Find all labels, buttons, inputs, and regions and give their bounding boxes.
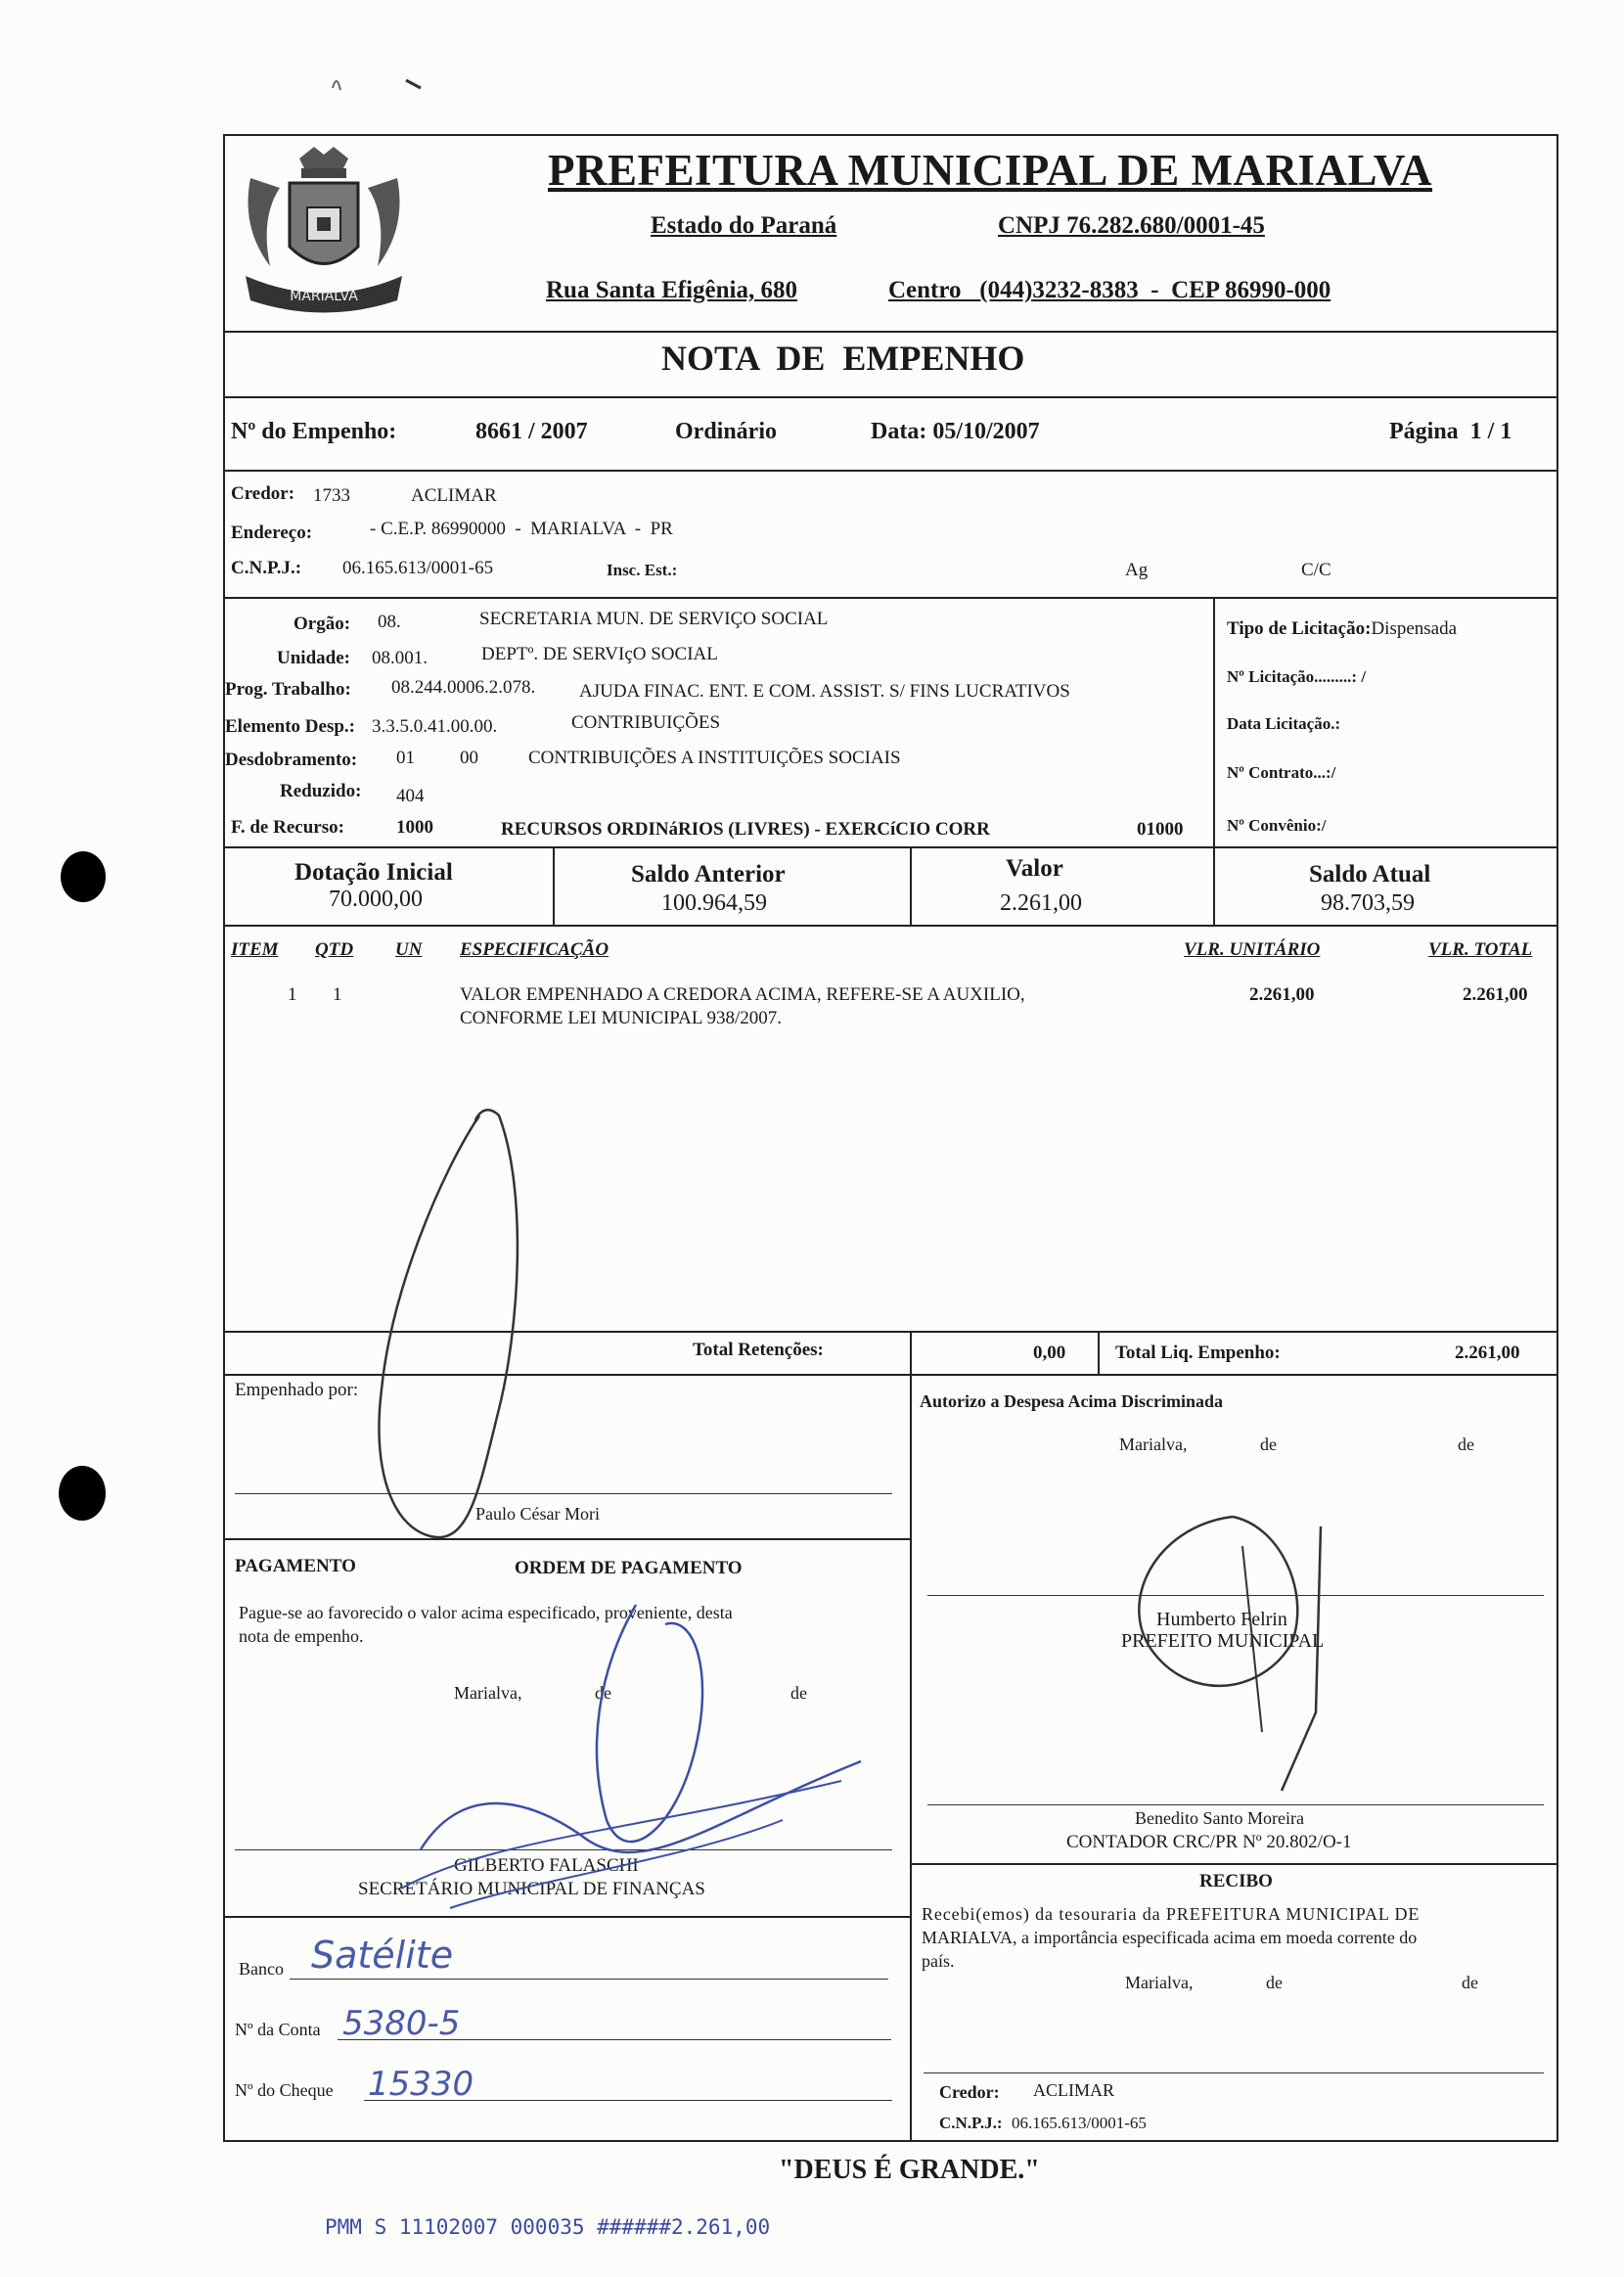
scan-mark: [323, 68, 440, 108]
cheque-value: 15330: [368, 2065, 474, 2104]
item-unit-value: 2.261,00: [1249, 984, 1315, 1005]
unidade-desc: DEPTº. DE SERVIçO SOCIAL: [481, 644, 718, 664]
pagamento-text-line2: nota de empenho.: [239, 1626, 364, 1646]
col-un: UN: [395, 939, 423, 960]
credor-cnpj: 06.165.613/0001-65: [342, 558, 494, 578]
pagamento-place: Marialva,: [454, 1683, 522, 1703]
banco-label: Banco: [239, 1959, 284, 1979]
recibo-cnpj-label: C.N.P.J.:: [939, 2114, 1003, 2132]
recurso-label: F. de Recurso:: [231, 817, 344, 838]
coat-of-arms-logo: [231, 139, 417, 335]
orgao-label: Orgão:: [293, 614, 351, 634]
autorizo-label: Autorizo a Despesa Acima Discriminada: [920, 1391, 1223, 1411]
autorizo-de1: de: [1260, 1435, 1277, 1454]
data-licitacao: Data Licitação.:: [1227, 714, 1341, 733]
insc-est-label: Insc. Est.:: [607, 561, 678, 579]
municipality-title: PREFEITURA MUNICIPAL DE MARIALVA: [548, 146, 1433, 195]
state-name: Estado do Paraná: [651, 212, 837, 239]
desdobramento-a: 01: [396, 748, 415, 768]
document-title: NOTA DE EMPENHO: [661, 339, 1025, 378]
autorizo-place: Marialva,: [1119, 1435, 1188, 1454]
valor-value: 2.261,00: [1000, 890, 1082, 916]
conta-label: Nº da Conta: [235, 2020, 321, 2039]
col-qtd: QTD: [315, 939, 354, 960]
numero-contrato: Nº Contrato...:/: [1227, 763, 1336, 782]
cheque-label: Nº do Cheque: [235, 2080, 334, 2100]
pagamento-label: PAGAMENTO: [235, 1556, 356, 1576]
conta-value: 5380-5: [342, 2004, 461, 2043]
total-liquido-label: Total Liq. Empenho:: [1115, 1343, 1281, 1363]
tipo-licitacao-label: Tipo de Licitação:Dispensada: [1227, 618, 1458, 639]
col-vlr-total: VLR. TOTAL: [1428, 939, 1533, 960]
item-spec-line2: CONFORME LEI MUNICIPAL 938/2007.: [460, 1008, 783, 1028]
header-address: Rua Santa Efigênia, 680: [546, 277, 797, 303]
empenhado-por-label: Empenhado por:: [235, 1380, 359, 1400]
prefeito-name: Humberto Felrin: [1156, 1609, 1287, 1630]
prefeito-title: PREFEITO MUNICIPAL: [1121, 1630, 1325, 1652]
col-especificacao: ESPECIFICAÇÃO: [460, 939, 609, 960]
recibo-text-line2: MARIALVA, a importância especificada acima em moeda corrente do: [922, 1928, 1418, 1947]
recibo-de2: de: [1462, 1973, 1478, 1992]
col-vlr-unitario: VLR. UNITÁRIO: [1184, 939, 1321, 960]
svg-text:MARIALVA: MARIALVA: [290, 289, 358, 304]
endereco-label: Endereço:: [231, 523, 313, 543]
unidade-code: 08.001.: [372, 648, 428, 668]
dotacao-inicial-label: Dotação Inicial: [294, 859, 453, 886]
pagamento-text-line1: Pague-se ao favorecido o valor acima especificado, proveniente, desta: [239, 1603, 733, 1622]
col-item: ITEM: [231, 939, 279, 960]
punch-hole: [61, 851, 106, 902]
recibo-credor-label: Credor:: [939, 2082, 1000, 2102]
item-spec-line1: VALOR EMPENHADO A CREDORA ACIMA, REFERE-SE A AUXILIO,: [460, 984, 1025, 1005]
recibo-de1: de: [1266, 1973, 1283, 1992]
desdobramento-label: Desdobramento:: [225, 750, 358, 770]
recibo-place: Marialva,: [1125, 1973, 1194, 1992]
credor-address: - C.E.P. 86990000 - MARIALVA - PR: [370, 519, 673, 539]
dotacao-inicial-value: 70.000,00: [329, 887, 423, 912]
saldo-atual-value: 98.703,59: [1321, 890, 1415, 916]
page-number: Página 1 / 1: [1389, 419, 1512, 444]
tipo-licitacao-value: Dispensada: [1371, 618, 1458, 639]
recurso-fonte: 01000: [1137, 819, 1184, 840]
footer-motto: "DEUS É GRANDE.": [779, 2155, 1040, 2185]
total-retencoes-value: 0,00: [1033, 1343, 1066, 1363]
signature-secretario: [391, 1595, 880, 1928]
elemento-code: 3.3.5.0.41.00.00.: [372, 716, 498, 737]
pagamento-de2: de: [790, 1683, 807, 1703]
orgao-code: 08.: [378, 612, 401, 632]
numero-licitacao: Nº Licitação.........: /: [1227, 667, 1367, 686]
saldo-anterior-label: Saldo Anterior: [631, 861, 786, 888]
banco-value: Satélite: [311, 1934, 454, 1977]
prog-trabalho-label: Prog. Trabalho:: [225, 679, 351, 700]
total-retencoes-label: Total Retenções:: [693, 1340, 824, 1360]
agencia-label: Ag: [1125, 560, 1149, 580]
total-liquido-value: 2.261,00: [1455, 1343, 1520, 1363]
contador-title: CONTADOR CRC/PR Nº 20.802/O-1: [1066, 1832, 1352, 1852]
reduzido-label: Reduzido:: [280, 781, 362, 801]
desdobramento-desc: CONTRIBUIÇÕES A INSTITUIÇÕES SOCIAIS: [528, 748, 901, 768]
elemento-desc: CONTRIBUIÇÕES: [571, 712, 721, 733]
item-total-value: 2.261,00: [1463, 984, 1528, 1005]
numero-convenio: Nº Convênio:/: [1227, 816, 1327, 835]
contador-name: Benedito Santo Moreira: [1135, 1808, 1304, 1828]
empenhado-por-name: Paulo César Mori: [475, 1504, 600, 1524]
footer-stamp: PMM S 11102007 000035 ######2.261,00: [325, 2215, 771, 2239]
signature-paulo: [333, 1096, 597, 1566]
secretario-name: GILBERTO FALASCHI: [454, 1855, 639, 1876]
conta-corrente-label: C/C: [1301, 560, 1331, 580]
pagamento-de1: de: [595, 1683, 611, 1703]
recurso-desc: RECURSOS ORDINáRIOS (LIVRES) - EXERCíCIO CORR: [501, 819, 990, 840]
unidade-label: Unidade:: [277, 648, 350, 668]
recibo-text-line1: Recebi(emos) da tesouraria da PREFEITURA MUNICIPAL DE: [922, 1904, 1421, 1924]
empenho-number: 8661 / 2007: [475, 419, 588, 444]
header-contact: Centro (044)3232-8383 - CEP 86990-000: [888, 277, 1331, 303]
credor-name: ACLIMAR: [411, 485, 497, 506]
saldo-anterior-value: 100.964,59: [661, 890, 767, 916]
secretario-title: SECRETÁRIO MUNICIPAL DE FINANÇAS: [358, 1879, 705, 1899]
saldo-atual-label: Saldo Atual: [1309, 861, 1431, 888]
header-cnpj: CNPJ 76.282.680/0001-45: [998, 212, 1265, 239]
cnpj-label: C.N.P.J.:: [231, 558, 302, 578]
prog-trabalho-desc: AJUDA FINAC. ENT. E COM. ASSIST. S/ FINS LUCRATIVOS: [579, 681, 1070, 702]
reduzido-value: 404: [396, 786, 425, 806]
valor-label: Valor: [1006, 855, 1063, 882]
desdobramento-b: 00: [460, 748, 478, 768]
empenho-type: Ordinário: [675, 419, 778, 444]
punch-hole: [59, 1466, 106, 1521]
item-number: 1: [288, 984, 297, 1005]
ordem-pagamento-label: ORDEM DE PAGAMENTO: [515, 1558, 743, 1578]
empenho-label: Nº do Empenho:: [231, 419, 397, 444]
prog-trabalho-code: 08.244.0006.2.078.: [391, 677, 536, 698]
signature-prefeito: [1096, 1507, 1350, 1810]
recibo-credor-value: ACLIMAR: [1033, 2080, 1115, 2100]
item-qtd: 1: [333, 984, 342, 1005]
recibo-label: RECIBO: [1199, 1871, 1273, 1891]
recibo-cnpj-value: 06.165.613/0001-65: [1012, 2114, 1147, 2132]
credor-code: 1733: [313, 485, 350, 506]
empenho-date: Data: 05/10/2007: [871, 419, 1040, 444]
recurso-code: 1000: [396, 817, 433, 838]
credor-label: Credor:: [231, 483, 295, 504]
autorizo-de2: de: [1458, 1435, 1474, 1454]
recibo-text-line3: país.: [922, 1951, 955, 1971]
orgao-desc: SECRETARIA MUN. DE SERVIÇO SOCIAL: [479, 609, 829, 629]
elemento-label: Elemento Desp.:: [225, 716, 355, 737]
